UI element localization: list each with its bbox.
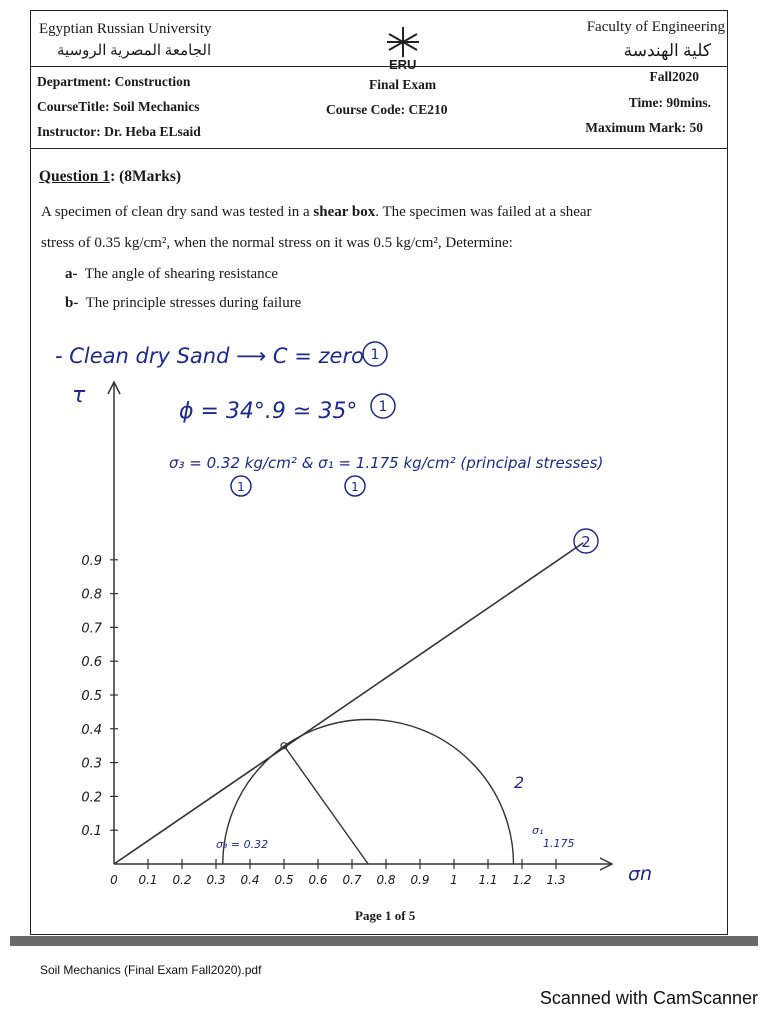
- question-marks: : (8Marks): [110, 168, 182, 185]
- x-tick-label: 0.5: [274, 873, 294, 887]
- x-tick-label: 0.6: [308, 873, 328, 887]
- handwritten-line-2: ϕ = 34°.9 ≃ 35°: [179, 399, 358, 424]
- x-tick-label: 0.4: [240, 873, 260, 887]
- x-tick-label: 0.9: [410, 873, 430, 887]
- sigma1-annotation: σ₁: [532, 824, 544, 837]
- chart-labels: [72, 383, 652, 887]
- mark-2-text: 2: [581, 533, 591, 551]
- sigma1-value-annotation: 1.175: [543, 837, 575, 850]
- arc-mark-annotation: 2: [514, 773, 525, 792]
- exam-type: Final Exam: [369, 77, 437, 92]
- department: Department: Construction: [37, 74, 191, 89]
- mark-circle-text: 1: [237, 480, 245, 494]
- x-tick-label: 0.3: [206, 873, 226, 887]
- course-code: Course Code: CE210: [326, 102, 448, 117]
- logo-text: ERU: [389, 57, 417, 72]
- question-text-line2: stress of 0.35 kg/cm², when the normal stress on it was 0.5 kg/cm², Determine:: [41, 235, 513, 251]
- x-tick-label: 0.1: [138, 873, 158, 887]
- faculty-name-ar: كلية الهندسة: [623, 41, 711, 60]
- x-tick-label: 1.3: [546, 873, 566, 887]
- x-tick-label: 0.7: [342, 873, 362, 887]
- failure-envelope-line: [114, 543, 583, 864]
- x-tick-label: 1.2: [512, 873, 532, 887]
- question-label: Question 1: [39, 168, 111, 185]
- y-tick-label: 0.4: [81, 722, 102, 738]
- faculty-name-en: Faculty of Engineering: [586, 19, 725, 35]
- y-tick-label: 0.1: [81, 824, 102, 840]
- maximum-mark: Maximum Mark: 50: [585, 120, 703, 135]
- term: Fall2020: [649, 69, 699, 84]
- university-name-en: Egyptian Russian University: [39, 21, 212, 37]
- y-tick-label: 0.3: [81, 756, 102, 772]
- handwritten-line-1: - Clean dry Sand ⟶ C = zero: [55, 344, 364, 368]
- mark-circle-text: 1: [370, 347, 380, 363]
- camscanner-watermark: Scanned with CamScanner: [539, 988, 758, 1008]
- pdf-filename: Soil Mechanics (Final Exam Fall2020).pdf: [40, 963, 262, 977]
- y-tick-label: 0.8: [81, 587, 102, 603]
- question-text-bold: shear box: [313, 204, 376, 220]
- mark-circle-text: 1: [378, 399, 388, 415]
- sub-question-b-text: The principle stresses during failure: [85, 295, 302, 311]
- mark-circle-text: 1: [351, 480, 359, 494]
- question-text-part: . The specimen was failed at a shear: [375, 204, 592, 220]
- y-tick-label: 0.7: [81, 621, 102, 637]
- chart-axes: [108, 382, 612, 870]
- y-tick-label: 0.2: [81, 790, 102, 806]
- instructor: Instructor: Dr. Heba ELsaid: [37, 124, 201, 139]
- chart-marks: [114, 543, 583, 864]
- sub-question-a-label: a-: [65, 266, 78, 282]
- x-tick-label: 1: [450, 873, 458, 887]
- question-text-part: A specimen of clean dry sand was tested in a: [41, 204, 314, 220]
- sigma-n-axis-label: σn: [628, 863, 653, 885]
- scan-edge-strip: [10, 936, 758, 946]
- x-tick-label: 0.2: [172, 873, 192, 887]
- x-tick-label: 0.8: [376, 873, 396, 887]
- y-tick-label: 0.5: [81, 689, 102, 704]
- sub-question-a-text: The angle of shearing resistance: [84, 266, 278, 282]
- page-number: Page 1 of 5: [355, 908, 416, 923]
- university-name-ar: الجامعة المصرية الروسية: [57, 43, 212, 59]
- y-tick-label: 0.9: [81, 553, 102, 569]
- x-tick-label: 1.1: [478, 873, 498, 887]
- course-title: CourseTitle: Soil Mechanics: [37, 99, 200, 114]
- time-limit: Time: 90mins.: [628, 95, 711, 110]
- handwritten-line-3: σ₃ = 0.32 kg/cm² & σ₁ = 1.175 kg/cm² (principal stresses): [169, 454, 604, 472]
- radius-line: [284, 746, 368, 864]
- sigma3-annotation: σ₃ = 0.32: [216, 838, 269, 851]
- x-tick-label: 0: [110, 873, 118, 887]
- y-tick-label: 0.6: [81, 655, 102, 671]
- tau-axis-label: τ: [72, 383, 86, 408]
- sub-question-b-label: b-: [65, 295, 79, 311]
